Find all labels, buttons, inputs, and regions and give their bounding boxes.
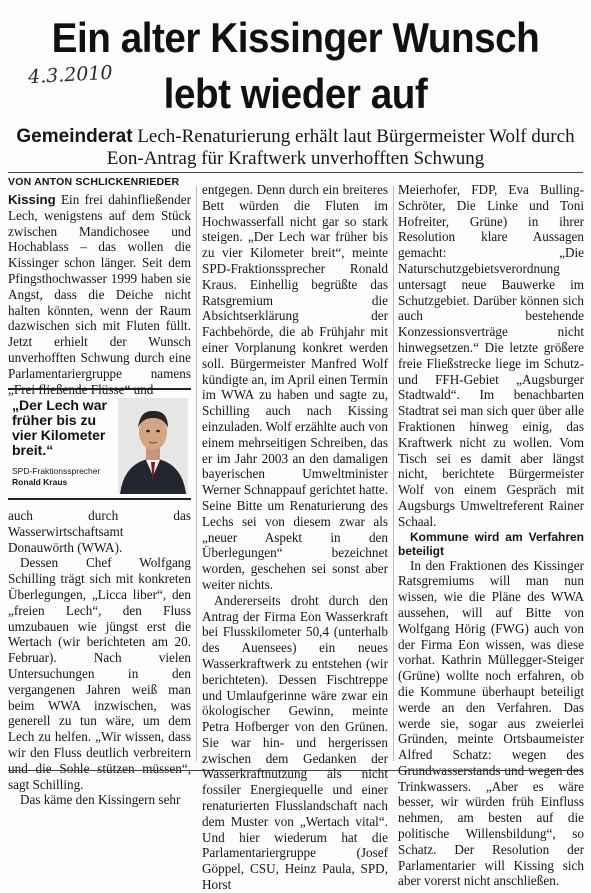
quote-caption: [12, 466, 122, 488]
subheadline-line-1: Lech-Renaturierung erhält laut Bürgermeister Wolf durch: [137, 126, 575, 147]
column-1-bottom: [8, 508, 191, 808]
column-divider-2: [393, 186, 394, 761]
subheadline-lead: Gemeinderat: [16, 126, 133, 147]
col3-p2: In den Fraktionen des Kissinger Ratsgremiums will man nun wissen, wie die Pläne des WWA aussehen, will auf Bitte von Wolfgang Hörig (FWG) auch von der Firma Eon wissen, was diese vorhat. Kathrin Müllegger-Steiger (Grüne) wollte noch erfahren, ob die Kommune überhaupt beteiligt werde an den Verfahren. Das werde sie, sogar aus zweierlei Gründen, meinte Ortsbaumeister Alfred Schatz: wegen des Grundwasserstands und wegen des Trinkwassers. „Aber es wäre besser, wir würden früh Einfluss nehmen, am besten auf die politische Willensbildung“, so Schatz. Der Resolution der Parlamentarier will Kissing sich aber vorerst nicht anschließen.: [398, 557, 584, 889]
quote-box: [8, 388, 191, 500]
subheadline: [0, 126, 591, 170]
bottom-rule: [8, 770, 583, 771]
dateline: Kissing: [8, 192, 56, 207]
headline-line-1: Ein alter Kissinger Wunsch: [51, 14, 540, 61]
crosshead: Kommune wird am Verfahren beteiligt: [398, 529, 584, 558]
col1-bottom-p2: Dessen Chef Wolfgang Schilling trägt sich mit konkreten Überlegungen, „Licca liber“, den „freien Lech“, den Fluss umzubauen wie jüngst erst die Wertach (wir berichteten am 20. Februar). Nach vielen Untersuchungen in den vergangenen Jahren weiß man beim WWA inzwischen, was generell zu tun wäre, um dem Lech zu helfen. „Wir wissen, dass wir den Fluss deutlich verbreitern und die Sohle stützen müssen“, sagt Schilling.: [8, 555, 191, 792]
column-1-top: [8, 192, 191, 397]
column-2: [202, 182, 388, 893]
col1-bottom-p1: auch durch das Wasserwirtschaftsamt Donauwörth (WWA).: [8, 508, 191, 555]
col3-p1: Meierhofer, FDP, Eva Bulling-Schröter, Die Linke und Toni Hofreiter, Grüne) in ihrer Resolution klare Aussagen gemacht: „Die Naturschutzgebietsverordnung untersagt neue Bauwerke im Schutzgebiet. Darüber können sich auch bestehende Konzessionsverträge nicht hinwegsetzen.“ Die letzte größere freie Fließstrecke liege im Schutz- und FFH-Gebiet „Augsburger Stadtwald“. Im benachbarten Stadtrat sei man sich quer über alle Fraktionen hinweg einig, das Kraftwerk nicht zu wollen. Vom Tisch sei es damit aber längst nicht, berichtete Bürgermeister Wolf von einem Gespräch mit Augsburgs Umweltreferent Rainer Schaal.: [398, 182, 584, 529]
column-3: [398, 182, 584, 889]
headline-line-2: lebt wieder auf: [163, 70, 428, 117]
portrait-photo: [118, 398, 188, 494]
col1-top-text: Ein frei dahinfließender Lech, wenigstens auf dem Stück zwischen Mandichosee und Hochablass – das wollen die Kissinger schon länger. Seit dem Pfingsthochwasser 1999 haben sie Angst, dass die Deiche nicht halten könnten, wenn der Raum dazwischen sich mit Fluten füllt. Jetzt erhielt der Wunsch unverhofften Schwung durch eine Parlamentariergruppe namens „Frei fließende Flüsse“ und: [8, 192, 191, 397]
top-rule: [8, 172, 583, 173]
col1-bottom-p3: Das käme den Kissingern sehr: [20, 792, 181, 808]
pull-quote: „Der Lech war früher bis zu vier Kilometer breit.“: [12, 397, 107, 458]
caption-role: SPD-Fraktionssprecher: [12, 466, 101, 476]
handwritten-date: 4.3.2010: [27, 61, 114, 89]
subheadline-line-2: Eon-Antrag für Kraftwerk unverhofften Schwung: [106, 148, 485, 169]
col2-p2: Andererseits droht durch den Antrag der Firma Eon Wasserkraft bei Flusskilometer 50,4 (unterhalb des Auensees) ein neues Wasserkraftwerk zu entstehen (wir berichteten). Dessen Fischtreppe und Umlaufgerinne wäre zwar ein ökologischer Gewinn, meinte Petra Hofberger von den Grünen. Sie war hin- und hergerissen zwischen dem Gedanken der Wasserkraftnutzung als nicht fossiler Energiequelle und einer renaturierten Flusslandschaft nach dem Muster von „Wertach vital“. Und hier wiederum hat die Parlamentariergruppe (Josef Göppel, CSU, Heinz Paula, SPD, Horst: [202, 592, 388, 893]
column-divider-1: [196, 186, 197, 761]
caption-name: Ronald Kraus: [12, 477, 68, 487]
col2-p1: entgegen. Denn durch ein breiteres Bett würden die Fluten im Hochwasserfall nicht gar so stark steigen. „Der Lech war früher bis zu vier Kilometer breit“, meinte SPD-Fraktionssprecher Ronald Kraus. Einhellig begrüßte das Ratsgremium die Absichtserklärung der Fachbehörde, die ab Frühjahr mit einer Vorplanung konkret werden soll. Bürgermeister Manfred Wolf kündigte an, im April einen Termin im WWA zu haben und sagte zu, Schilling auch nach Kissing einzuladen. Wolf erzählte auch von einem mehrseitigen Schreiben, das er im Jahr 2003 an den damaligen bayerischen Umweltminister Werner Schnappauf gerichtet hatte. Seine Bitte um Renaturierung des Lechs sei von diesem zwar als „neuer Aspekt in den Überlegungen“ bezeichnet worden, geschehen sei sonst aber weiter nichts.: [202, 182, 388, 592]
byline: VON ANTON SCHLICKENRIEDER: [8, 176, 180, 188]
